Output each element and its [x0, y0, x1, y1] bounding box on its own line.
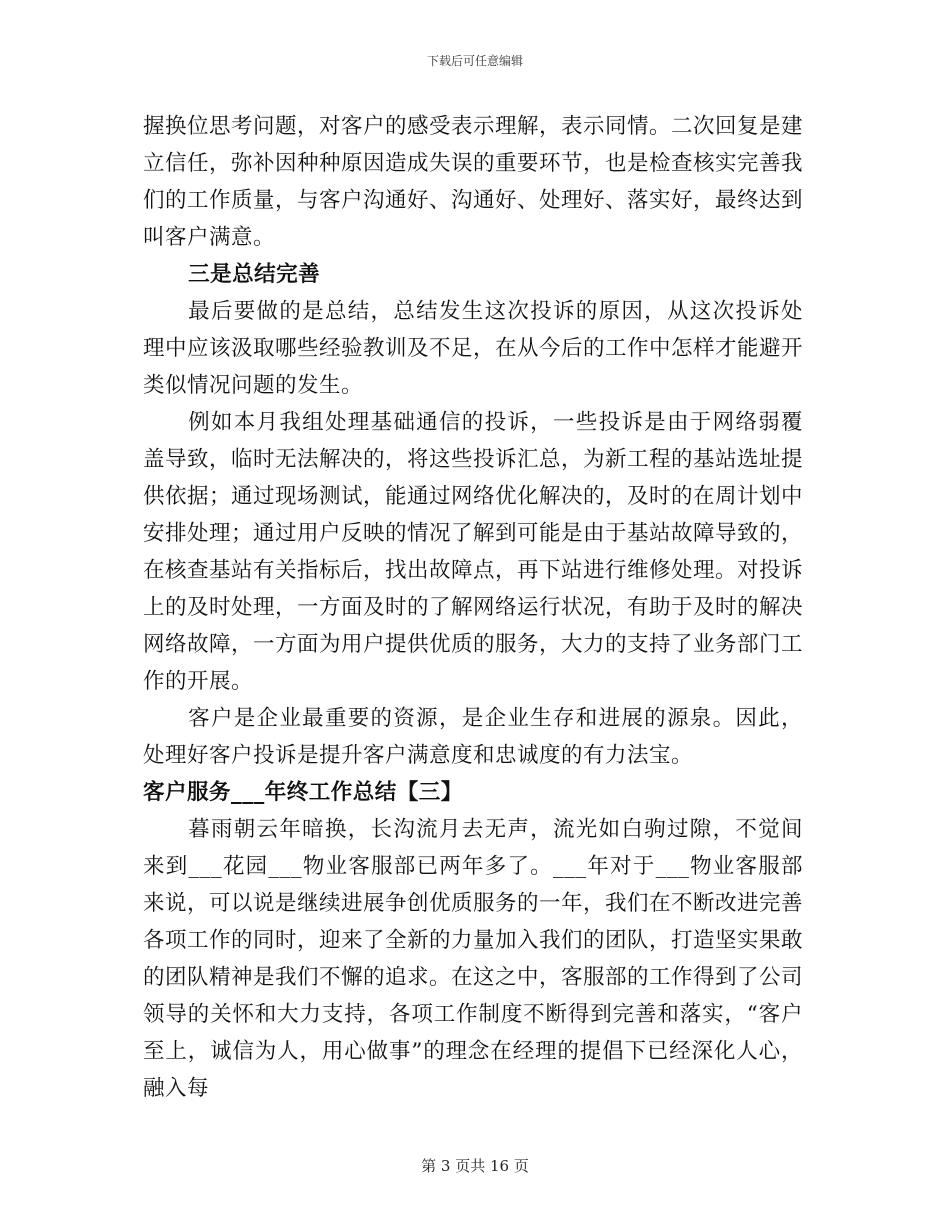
page-number: 第 3 页共 16 页 — [421, 1157, 529, 1175]
page-header: 下载后可任意编辑 — [426, 54, 523, 68]
document-body — [143, 108, 803, 1107]
paragraph: 客户是企业最重要的资源，是企业生存和进展的源泉。因此，处理好客户投诉是提升客户满意度和忠诚度的有力法宝。 — [143, 706, 803, 768]
paragraph: 例如本月我组处理基础通信的投诉，一些投诉是由于网络弱覆盖导致，临时无法解决的，将这些投诉汇总，为新工程的基站选址提供依据；通过现场测试，能通过网络优化解决的，及时的在周计划中安排处理；通过用户反映的情况了解到可能是由于基站故障导致的，在核查基站有关指标后，找出故障点，再下站进行维修处理。对投诉上的及时处理，一方面及时的了解网络运行状况，有助于及时的解决网络故障，一方面为用户提供优质的服务，大力的支持了业务部门工作的开展。 — [143, 410, 804, 694]
paragraph: 握换位思考问题，对客户的感受表示理解，表示同情。二次回复是建立信任，弥补因种种原因造成失误的重要环节，也是检查核实完善我们的工作质量，与客户沟通好、沟通好、处理好、落实好，最终达到叫客户满意。 — [143, 114, 804, 250]
section-title: 客户服务___年终工作总结【三】 — [143, 780, 463, 805]
section-subheading: 三是总结完善 — [188, 262, 321, 287]
paragraph: 暮雨朝云年暗换，长沟流月去无声，流光如白驹过隙，不觉间来到___花园___物业客服部已两年多了。___年对于___物业客服部来说，可以说是继续进展争创优质服务的一年，我们在不断改进完善各项工作的同时，迎来了全新的力量加入我们的团队，打造坚实果敢的团队精神是我们不懈的追求。在这之中，客服部的工作得到了公司领导的关怀和大力支持，各项工作制度不断得到完善和落实，“客户至上，诚信为人，用心做事”的理念在经理的提倡下已经深化人心，融入每 — [143, 817, 804, 1101]
paragraph: 最后要做的是总结，总结发生这次投诉的原因，从这次投诉处理中应该汲取哪些经验教训及不足，在从今后的工作中怎样才能避开类似情况问题的发生。 — [143, 299, 804, 398]
